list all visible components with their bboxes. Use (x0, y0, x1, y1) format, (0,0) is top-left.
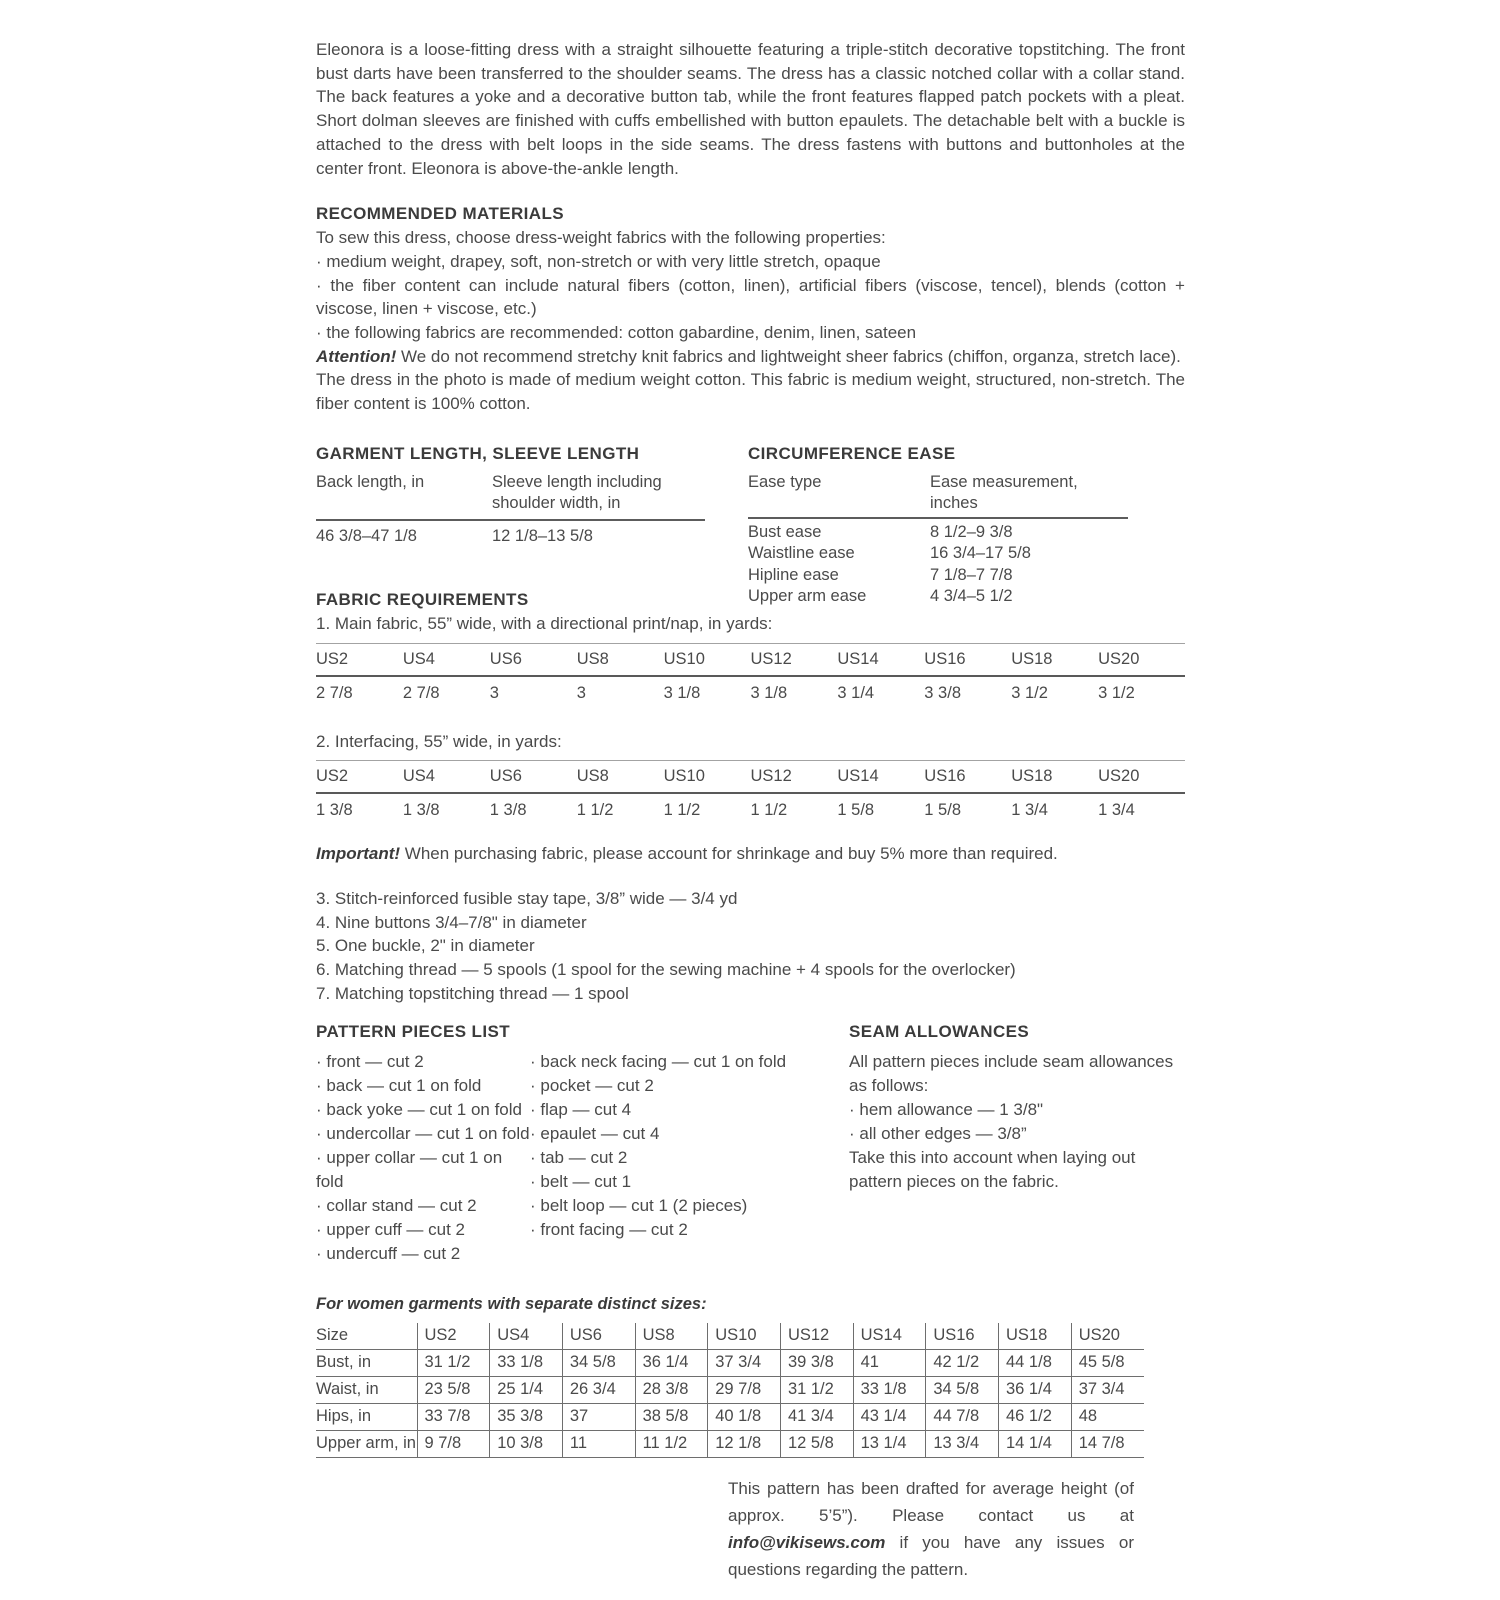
size-header: US16 (924, 649, 966, 668)
notions-list (316, 887, 1185, 1006)
header-cell: Sleeve length including shoulder width, in (492, 472, 662, 513)
size-header: US2 (316, 649, 349, 668)
ease-table-body (748, 519, 1128, 608)
yardage-value: 3 1/4 (837, 683, 875, 702)
seam-allowances-body (849, 1050, 1185, 1194)
size-header: US16 (924, 767, 966, 786)
size-header: US10 (663, 649, 705, 668)
yardage-value: 2 7/8 (316, 683, 353, 702)
pattern-piece: · back — cut 1 on fold (316, 1076, 482, 1096)
yardage-value: 3 (576, 683, 586, 702)
measurement-cell: 11 (562, 1431, 635, 1458)
ease-type: Hipline ease (748, 565, 839, 584)
size-header: US4 (402, 767, 435, 786)
header-cell: Ease type (748, 472, 822, 491)
yardage-value: 3 1/2 (1098, 683, 1135, 702)
measurement-cell: 34 5/8 (926, 1377, 999, 1404)
seam-allowances-heading: SEAM ALLOWANCES (849, 1022, 1030, 1042)
notion-item: 4. Nine buttons 3/4–7/8" in diameter (316, 912, 587, 932)
measurement-cell: 31 1/2 (780, 1377, 853, 1404)
main-fabric-table (316, 643, 1185, 703)
pattern-piece: · belt — cut 1 (530, 1172, 632, 1192)
ease-value: 16 3/4–17 5/8 (930, 544, 1031, 563)
yardage-value: 2 7/8 (402, 683, 440, 702)
attention-label: Attention! (316, 346, 397, 366)
pattern-piece: · undercuff — cut 2 (316, 1244, 461, 1264)
pattern-pieces-col2 (530, 1050, 840, 1266)
size-header: US2 (316, 767, 349, 786)
measurement-cell: 12 5/8 (780, 1431, 853, 1458)
yardage-value: 3 1/8 (750, 683, 788, 702)
measurement-cell: 26 3/4 (562, 1377, 635, 1404)
size-chart-table (316, 1323, 1144, 1458)
measurement-cell: 39 3/8 (780, 1350, 853, 1377)
interfacing-label: 2. Interfacing, 55” wide, in yards: (316, 731, 562, 751)
measurement-cell: 34 5/8 (562, 1350, 635, 1377)
interfacing-table-values (316, 794, 1185, 820)
yardage-value: 3 1/8 (663, 683, 701, 702)
garment-length-table (316, 472, 705, 548)
pattern-piece: · pocket — cut 2 (530, 1076, 654, 1096)
pattern-piece: · tab — cut 2 (530, 1148, 628, 1168)
measurement-cell: 33 1/8 (490, 1350, 563, 1377)
pattern-piece: · epaulet — cut 4 (530, 1124, 660, 1144)
measurement-cell: 33 7/8 (417, 1404, 490, 1431)
circumference-ease-section (748, 442, 1185, 606)
main-fabric-table-values (316, 677, 1185, 703)
attention-text: We do not recommend stretchy knit fabrics and lightweight sheer fabrics (chiffon, organza, stretch lace). (396, 346, 1181, 366)
measurement-cell: 48 (1071, 1404, 1144, 1431)
measurement-cell: 33 1/8 (853, 1377, 926, 1404)
ease-row (748, 522, 1128, 544)
size-chart-row-upper-arm (316, 1431, 1144, 1458)
pattern-piece: · back yoke — cut 1 on fold (316, 1100, 522, 1120)
garment-length-section (316, 442, 705, 588)
header-cell: Back length, in (316, 472, 425, 491)
main-fabric-label: 1. Main fabric, 55” wide, with a directional print/nap, in yards: (316, 613, 773, 633)
yardage-value: 3 3/8 (924, 683, 961, 702)
pattern-pieces-section (316, 1020, 849, 1266)
measurement-cell: 31 1/2 (417, 1350, 490, 1377)
size-header: US18 (1011, 649, 1053, 668)
size-header: US4 (402, 649, 435, 668)
size-chart-row-bust (316, 1350, 1144, 1377)
materials-bullet: · the following fabrics are recommended: cotton gabardine, denim, linen, sateen (316, 323, 917, 343)
ease-value: 7 1/8–7 7/8 (930, 565, 1013, 584)
ease-row (748, 543, 1128, 565)
row-label: Upper arm, in (316, 1431, 417, 1458)
size-chart-row-hips (316, 1404, 1144, 1431)
header-cell: US20 (1071, 1323, 1144, 1350)
ease-row (748, 586, 1128, 608)
measurement-cell: 40 1/8 (708, 1404, 781, 1431)
measurement-cell: 14 1/4 (999, 1431, 1072, 1458)
measurement-cell: 37 (562, 1404, 635, 1431)
seam-allowance-item: · all other edges — 3/8” (849, 1124, 1027, 1144)
size-header: US20 (1098, 767, 1140, 786)
materials-bullet: · medium weight, drapey, soft, non-stretch or with very little stretch, opaque (316, 251, 881, 271)
seam-allowances-intro: All pattern pieces include seam allowances as follows: (849, 1052, 1174, 1096)
header-cell: US6 (562, 1323, 635, 1350)
measurement-cell: 41 (853, 1350, 926, 1377)
materials-lead: To sew this dress, choose dress-weight fabrics with the following properties: (316, 228, 886, 248)
pieces-and-seams-row (316, 1020, 1185, 1266)
pattern-piece: · undercollar — cut 1 on fold (316, 1124, 530, 1144)
size-header: US12 (750, 649, 792, 668)
header-cell: Size (316, 1323, 417, 1350)
size-header: US18 (1011, 767, 1053, 786)
ease-row (748, 565, 1128, 587)
interfacing-table (316, 760, 1185, 820)
main-fabric-table-header (316, 643, 1185, 677)
measurement-cell: 37 3/4 (1071, 1377, 1144, 1404)
notion-item: 5. One buckle, 2" in diameter (316, 936, 535, 956)
intro-paragraph: Eleonora is a loose-fitting dress with a straight silhouette featuring a triple-stitch decorative topstitching. The front bust darts have been transferred to the shoulder seams. The dress has a classic notched collar with a collar stand. The back features a yoke and a decorative button tab, while the front features flapped patch pockets with a pleat. Short dolman sleeves are finished with cuffs embellished with button epaulets. The detachable belt with a buckle is attached to the dress with belt loops in the side seams. The dress fastens with buttons and buttonholes at the center front. Eleonora is above-the-ankle length. (316, 40, 1185, 178)
fabric-requirements-heading: FABRIC REQUIREMENTS (316, 589, 529, 609)
header-cell: US16 (926, 1323, 999, 1350)
yardage-value: 1 3/8 (489, 801, 527, 820)
header-cell: US8 (635, 1323, 708, 1350)
yardage-value: 1 5/8 (837, 801, 875, 820)
measurement-cell: 38 5/8 (635, 1404, 708, 1431)
yardage-value: 3 (489, 683, 499, 702)
materials-bullet: · the fiber content can include natural fibers (cotton, linen), artificial fibers (viscose, tencel), blends (cotton + viscose, linen + viscose, etc.) (316, 275, 1185, 319)
materials-attention (316, 345, 1185, 369)
header-cell: US4 (490, 1323, 563, 1350)
size-header: US20 (1098, 649, 1140, 668)
ease-type: Bust ease (748, 522, 822, 541)
measurement-cell: 13 1/4 (853, 1431, 926, 1458)
interfacing-table-header (316, 760, 1185, 794)
garment-length-table-values (316, 521, 705, 548)
measurement-cell: 36 1/4 (999, 1377, 1072, 1404)
contact-email: info@vikisews.com (728, 1533, 886, 1553)
header-cell: US2 (417, 1323, 490, 1350)
yardage-value: 1 5/8 (924, 801, 961, 820)
ease-table-header (748, 472, 1128, 519)
pattern-pieces-columns (316, 1050, 849, 1266)
notion-item: 3. Stitch-reinforced fusible stay tape, 3/8” wide — 3/4 yd (316, 888, 738, 908)
yardage-value: 1 3/4 (1098, 801, 1135, 820)
measurement-cell: 23 5/8 (417, 1377, 490, 1404)
measurement-cell: 43 1/4 (853, 1404, 926, 1431)
important-label: Important! (316, 844, 401, 864)
measurement-cell: 35 3/8 (490, 1404, 563, 1431)
pattern-piece: · front — cut 2 (316, 1052, 424, 1072)
measurement-cell: 13 3/4 (926, 1431, 999, 1458)
measurement-cell: 44 1/8 (999, 1350, 1072, 1377)
circumference-ease-heading: CIRCUMFERENCE EASE (748, 443, 956, 463)
pattern-piece: · collar stand — cut 2 (316, 1196, 477, 1216)
important-note (316, 842, 1185, 866)
measurement-cell: 44 7/8 (926, 1404, 999, 1431)
ease-type: Waistline ease (748, 544, 855, 563)
size-header: US14 (837, 649, 879, 668)
seam-allowance-item: · hem allowance — 1 3/8" (849, 1100, 1044, 1120)
notion-item: 6. Matching thread — 5 spools (1 spool for the sewing machine + 4 spools for the overlocker) (316, 960, 1016, 980)
ease-type: Upper arm ease (748, 587, 867, 606)
value-cell: 46 3/8–47 1/8 (316, 526, 417, 545)
measurement-cell: 45 5/8 (1071, 1350, 1144, 1377)
measurement-cell: 12 1/8 (708, 1431, 781, 1458)
size-header: US8 (576, 649, 609, 668)
circumference-ease-table (748, 472, 1128, 608)
notion-item: 7. Matching topstitching thread — 1 spool (316, 983, 629, 1003)
pattern-piece: · upper collar — cut 1 on fold (316, 1148, 503, 1192)
pattern-piece: · flap — cut 4 (530, 1100, 632, 1120)
materials-closing: The dress in the photo is made of medium weight cotton. This fabric is medium weight, structured, non-stretch. The fiber content is 100% cotton. (316, 370, 1185, 414)
row-label: Hips, in (316, 1404, 417, 1431)
value-cell: 12 1/8–13 5/8 (492, 526, 593, 545)
measurement-cell: 11 1/2 (635, 1431, 708, 1458)
measurement-cell: 46 1/2 (999, 1404, 1072, 1431)
measurement-cell: 29 7/8 (708, 1377, 781, 1404)
pattern-piece: · upper cuff — cut 2 (316, 1220, 465, 1240)
size-chart-header-row (316, 1323, 1144, 1350)
size-chart-row-waist (316, 1377, 1144, 1404)
ease-value: 4 3/4–5 1/2 (930, 587, 1013, 606)
yardage-value: 1 3/8 (316, 801, 353, 820)
measurement-cell: 37 3/4 (708, 1350, 781, 1377)
pattern-pieces-heading: PATTERN PIECES LIST (316, 1022, 510, 1042)
header-cell: US10 (708, 1323, 781, 1350)
pattern-pieces-col1 (316, 1050, 530, 1266)
contact-note-pre: This pattern has been drafted for average height (of approx. 5’5”). Please contact us at (728, 1479, 1134, 1526)
measurement-cell: 36 1/4 (635, 1350, 708, 1377)
size-header: US14 (837, 767, 879, 786)
yardage-value: 1 1/2 (663, 801, 701, 820)
header-cell: US14 (853, 1323, 926, 1350)
size-header: US6 (489, 767, 522, 786)
size-chart-caption: For women garments with separate distinct sizes: (316, 1295, 707, 1314)
garment-length-table-header (316, 472, 705, 521)
yardage-value: 1 1/2 (576, 801, 614, 820)
page-content (316, 38, 1185, 1600)
size-header: US12 (750, 767, 792, 786)
size-header: US8 (576, 767, 609, 786)
header-cell: Ease measurement, inches (930, 472, 1078, 513)
measurement-cell: 9 7/8 (417, 1431, 490, 1458)
measurement-cell: 28 3/8 (635, 1377, 708, 1404)
measurement-cell: 42 1/2 (926, 1350, 999, 1377)
yardage-value: 1 1/2 (750, 801, 788, 820)
measurement-cell: 25 1/4 (490, 1377, 563, 1404)
size-header: US10 (663, 767, 705, 786)
row-label: Waist, in (316, 1377, 417, 1404)
pattern-piece: · back neck facing — cut 1 on fold (530, 1052, 787, 1072)
header-cell: US18 (999, 1323, 1072, 1350)
ease-value: 8 1/2–9 3/8 (930, 522, 1013, 541)
measurement-cell: 14 7/8 (1071, 1431, 1144, 1458)
contact-note (728, 1475, 1134, 1583)
header-cell: US12 (780, 1323, 853, 1350)
measurement-cell: 41 3/4 (780, 1404, 853, 1431)
pattern-piece: · front facing — cut 2 (530, 1220, 688, 1240)
yardage-value: 3 1/2 (1011, 683, 1048, 702)
seam-allowances-outro: Take this into account when laying out pattern pieces on the fabric. (849, 1148, 1136, 1192)
contact-note-post: if you have any issues or questions regarding the pattern. (728, 1533, 1134, 1580)
row-label: Bust, in (316, 1350, 417, 1377)
yardage-value: 1 3/8 (402, 801, 440, 820)
seam-allowances-section (849, 1020, 1185, 1266)
recommended-materials-heading: RECOMMENDED MATERIALS (316, 204, 564, 224)
important-text: When purchasing fabric, please account for shrinkage and buy 5% more than required. (400, 844, 1058, 864)
pattern-piece: · belt loop — cut 1 (2 pieces) (530, 1196, 748, 1216)
garment-length-heading: GARMENT LENGTH, SLEEVE LENGTH (316, 443, 640, 463)
size-header: US6 (489, 649, 522, 668)
recommended-materials-section (316, 226, 1185, 416)
measurement-cell: 10 3/8 (490, 1431, 563, 1458)
yardage-value: 1 3/4 (1011, 801, 1048, 820)
